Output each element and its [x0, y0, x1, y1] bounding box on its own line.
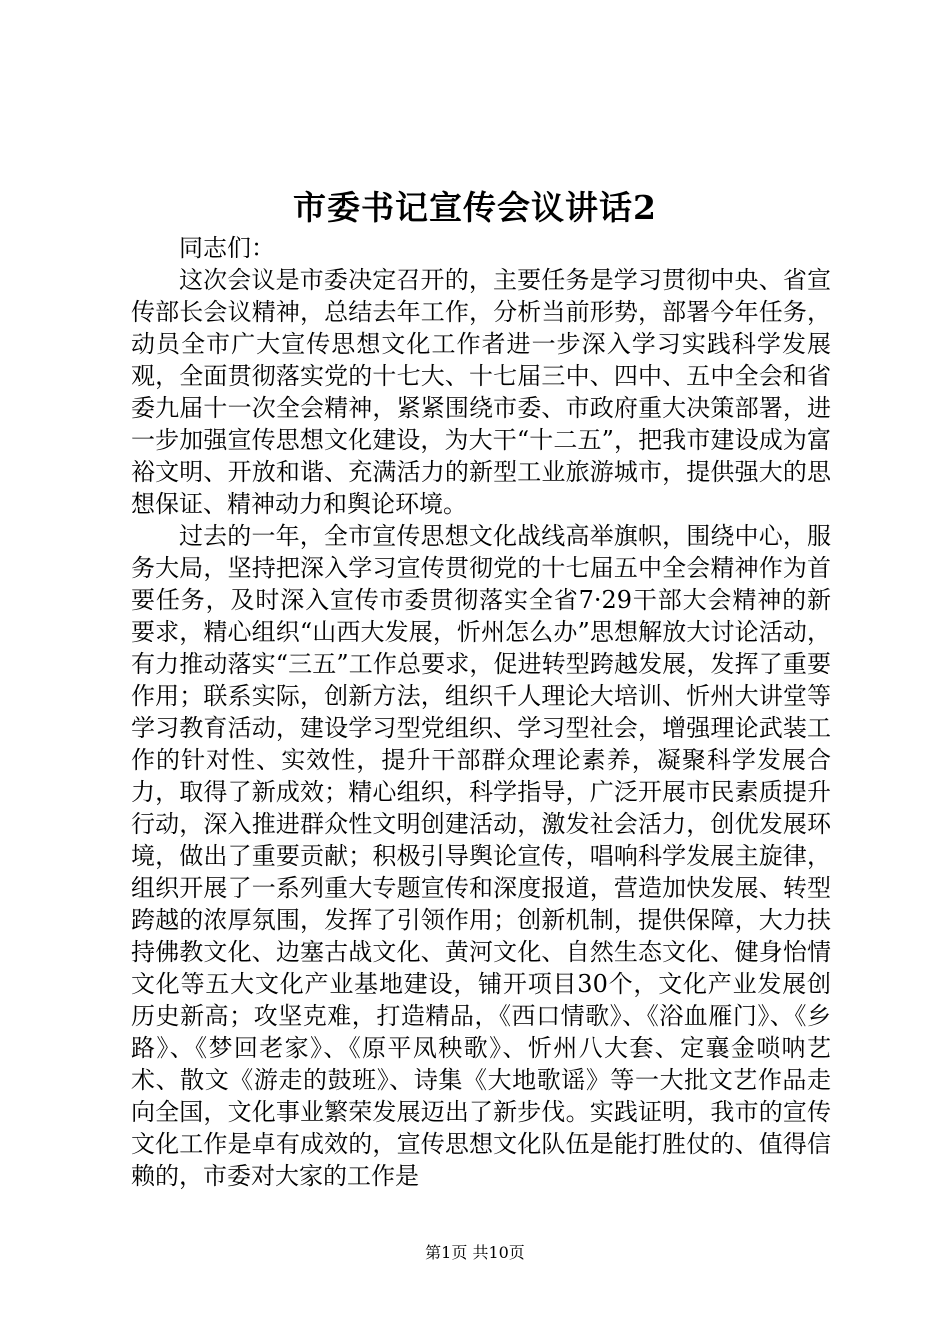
page-footer: 第1页 共10页: [425, 1243, 525, 1262]
document-body: [131, 232, 831, 1192]
salutation: 同志们：: [179, 234, 275, 262]
paragraph-2: 过去的一年，全市宣传思想文化战线高举旗帜，围绕中心，服务大局，坚持把深入学习宣传贯彻党的十七届五中全会精神作为首要任务，及时深入宣传市委贯彻落实全省7·29干部大会精神的新要求，精心组织“山西大发展，忻州怎么办”思想解放大讨论活动，有力推动落实“三五”工作总要求，促进转型跨越发展，发挥了重要作用；联系实际，创新方法，组织千人理论大培训、忻州大讲堂等学习教育活动，建设学习型党组织、学习型社会，增强理论武装工作的针对性、实效性，提升干部群众理论素养，凝聚科学发展合力，取得了新成效；精心组织，科学指导，广泛开展市民素质提升行动，深入推进群众性文明创建活动，激发社会活力，创优发展环境，做出了重要贡献；积极引导舆论宣传，唱响科学发展主旋律，组织开展了一系列重大专题宣传和深度报道，营造加快发展、转型跨越的浓厚氛围，发挥了引领作用；创新机制，提供保障，大力扶持佛教文化、边塞古战文化、黄河文化、自然生态文化、健身怡情文化等五大文化产业基地建设，铺开项目30个，文化产业发展创历史新高；攻坚克难，打造精品，《西口情歌》、《浴血雁门》、《乡路》、《梦回老家》、《原平凤秧歌》、忻州八大套、定襄金唢呐艺术、散文《游走的鼓班》、诗集《大地歌谣》等一大批文艺作品走向全国，文化事业繁荣发展迈出了新步伐。实践证明，我市的宣传文化工作是卓有成效的，宣传思想文化队伍是能打胜仗的、值得信赖的，市委对大家的工作是: [131, 522, 831, 1190]
document-title: 市委书记宣传会议讲话2: [293, 188, 657, 227]
paragraph-1: 这次会议是市委决定召开的，主要任务是学习贯彻中央、省宣传部长会议精神，总结去年工作，分析当前形势，部署今年任务，动员全市广大宣传思想文化工作者进一步深入学习实践科学发展观，全面贯彻落实党的十七大、十七届三中、四中、五中全会和省委九届十一次全会精神，紧紧围绕市委、市政府重大决策部署，进一步加强宣传思想文化建设，为大干“十二五”，把我市建设成为富裕文明、开放和谐、充满活力的新型工业旅游城市，提供强大的思想保证、精神动力和舆论环境。: [131, 266, 831, 518]
